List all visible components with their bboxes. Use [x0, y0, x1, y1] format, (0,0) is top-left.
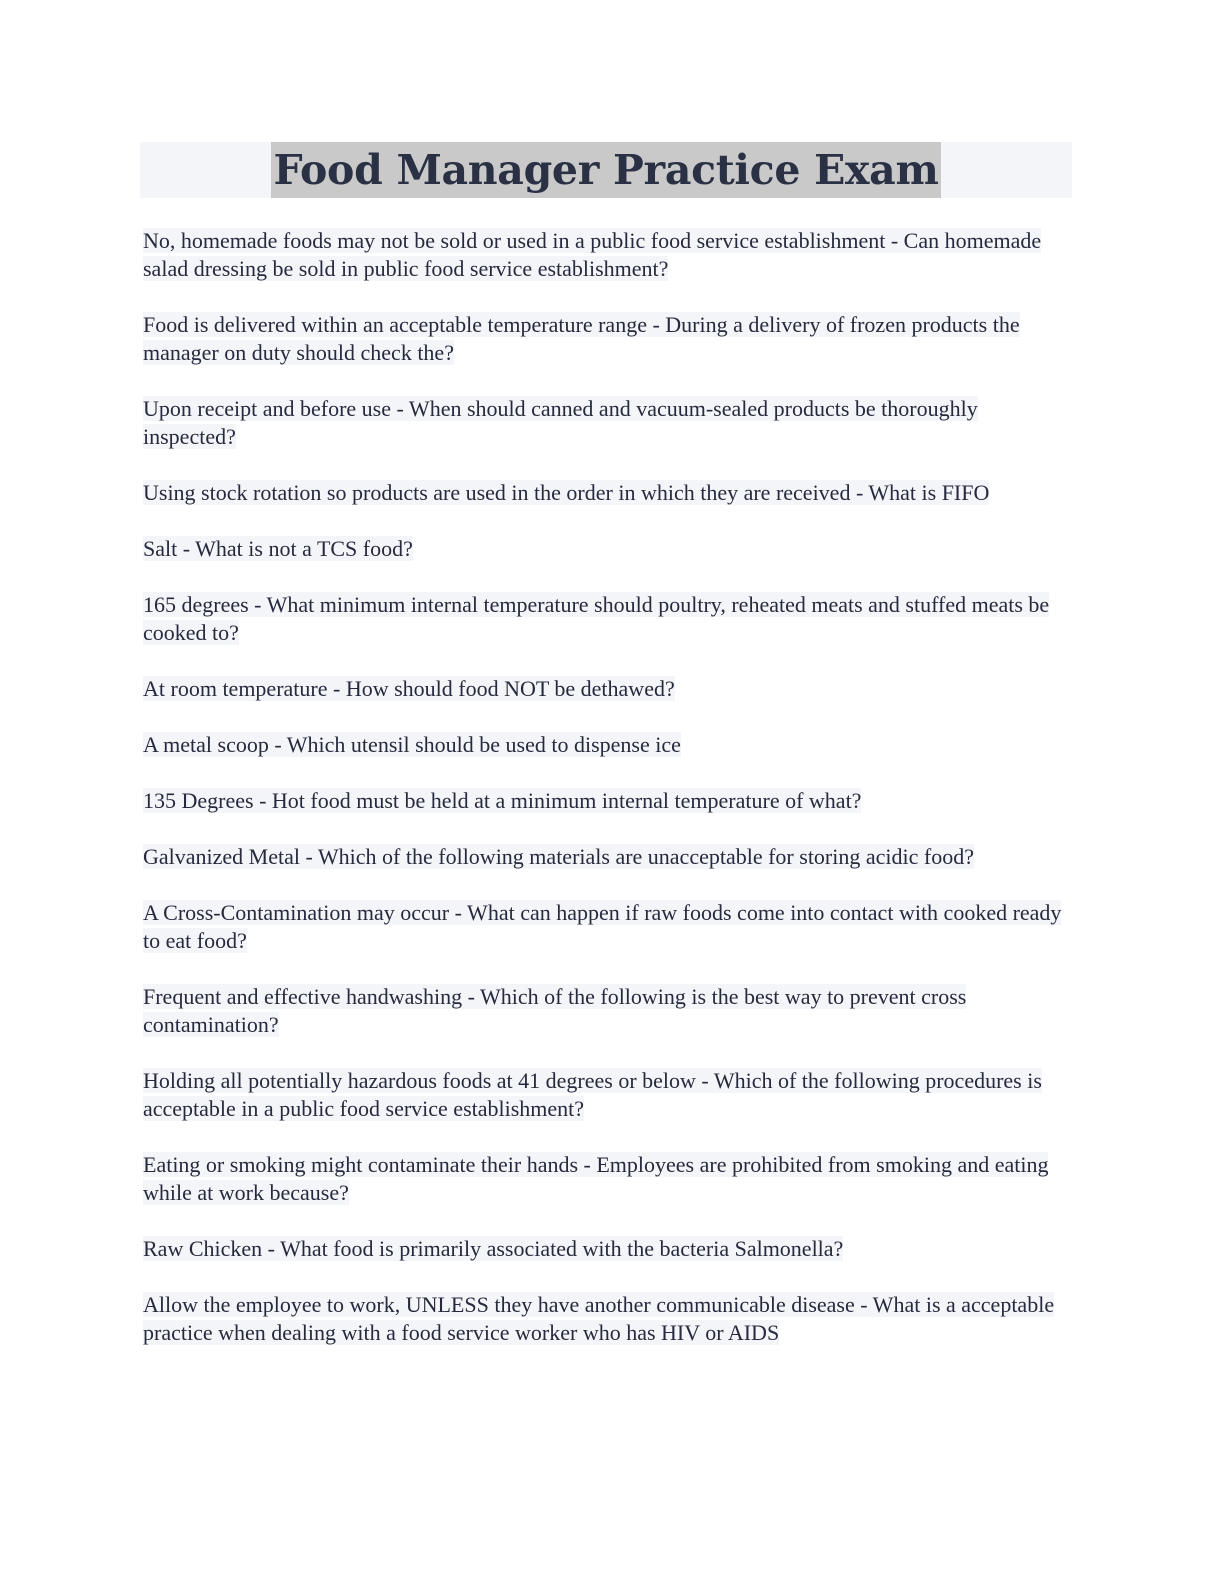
qa-text: Using stock rotation so products are used in the order in which they are received - What is FIFO — [143, 480, 990, 505]
qa-text: Eating or smoking might contaminate their hands - Employees are prohibited from smoking and eating while at work because? — [143, 1152, 1049, 1205]
page-title: Food Manager Practice Exam — [271, 142, 940, 198]
qa-text: Allow the employee to work, UNLESS they have another communicable disease - What is a acceptable practice when dealing with a food service worker who has HIV or AIDS — [143, 1292, 1055, 1345]
qa-text: Frequent and effective handwashing - Which of the following is the best way to prevent cross contamination? — [143, 984, 967, 1037]
qa-item-14 — [143, 1151, 1073, 1207]
paragraph-gap — [143, 955, 1073, 983]
qa-item-5 — [143, 535, 1073, 563]
qa-item-15 — [143, 1235, 1073, 1263]
paragraph-gap — [143, 1263, 1073, 1291]
qa-item-11 — [143, 899, 1073, 955]
qa-text: Upon receipt and before use - When should canned and vacuum-sealed products be thoroughly inspected? — [143, 396, 978, 449]
paragraph-gap — [143, 815, 1073, 843]
qa-text: 165 degrees - What minimum internal temperature should poultry, reheated meats and stuffed meats be cooked to? — [143, 592, 1050, 645]
qa-item-12 — [143, 983, 1073, 1039]
paragraph-gap — [143, 367, 1073, 395]
qa-text: No, homemade foods may not be sold or used in a public food service establishment - Can homemade salad dressing be sold in public food service establishment? — [143, 228, 1042, 281]
qa-item-10 — [143, 843, 1073, 871]
qa-text: Holding all potentially hazardous foods at 41 degrees or below - Which of the following procedures is acceptable in a public food service establishment? — [143, 1068, 1042, 1121]
qa-list — [143, 227, 1073, 1347]
qa-text: At room temperature - How should food NOT be dethawed? — [143, 676, 675, 701]
qa-item-7 — [143, 675, 1073, 703]
qa-item-1 — [143, 227, 1073, 283]
paragraph-gap — [143, 1207, 1073, 1235]
qa-item-2 — [143, 311, 1073, 367]
qa-text: Galvanized Metal - Which of the following materials are unacceptable for storing acidic food? — [143, 844, 974, 869]
qa-item-13 — [143, 1067, 1073, 1123]
qa-text: A Cross-Contamination may occur - What can happen if raw foods come into contact with cooked ready to eat food? — [143, 900, 1062, 953]
qa-text: Raw Chicken - What food is primarily associated with the bacteria Salmonella? — [143, 1236, 844, 1261]
paragraph-gap — [143, 703, 1073, 731]
title-band — [140, 142, 1072, 198]
paragraph-gap — [143, 1039, 1073, 1067]
qa-item-16 — [143, 1291, 1073, 1347]
qa-text: A metal scoop - Which utensil should be used to dispense ice — [143, 732, 681, 757]
qa-text: 135 Degrees - Hot food must be held at a minimum internal temperature of what? — [143, 788, 862, 813]
paragraph-gap — [143, 563, 1073, 591]
paragraph-gap — [143, 871, 1073, 899]
qa-text: Salt - What is not a TCS food? — [143, 536, 413, 561]
paragraph-gap — [143, 451, 1073, 479]
qa-text: Food is delivered within an acceptable temperature range - During a delivery of frozen products the manager on duty should check the? — [143, 312, 1020, 365]
paragraph-gap — [143, 759, 1073, 787]
paragraph-gap — [143, 507, 1073, 535]
qa-item-9 — [143, 787, 1073, 815]
paragraph-gap — [143, 647, 1073, 675]
paragraph-gap — [143, 1123, 1073, 1151]
qa-item-6 — [143, 591, 1073, 647]
qa-item-3 — [143, 395, 1073, 451]
qa-item-8 — [143, 731, 1073, 759]
paragraph-gap — [143, 283, 1073, 311]
qa-item-4 — [143, 479, 1073, 507]
